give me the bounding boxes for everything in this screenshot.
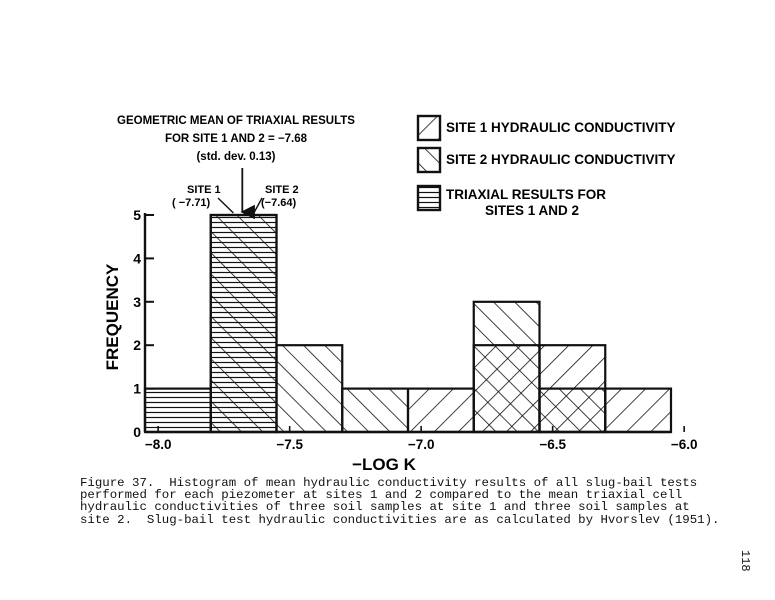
x-tick-label: −8.0 (144, 437, 172, 452)
figure-caption (80, 476, 720, 527)
legend-label: SITES 1 AND 2 (485, 203, 580, 218)
y-tick-label: 2 (133, 337, 141, 354)
marker-label: SITE 2 (265, 184, 299, 196)
marker-pointer (218, 198, 233, 213)
bar-horizontal-lines (145, 389, 211, 432)
annotation-line: (std. dev. 0.13) (196, 151, 276, 163)
chart-axes (103, 207, 697, 474)
legend-swatch-horizontal-lines (418, 186, 440, 210)
bar-hatch-back (277, 345, 343, 432)
caption-line: hydraulic conductivities of three soil samples at site 1 and three soil samples at (80, 500, 690, 515)
x-tick-label: −6.0 (670, 437, 698, 452)
chart-legend (418, 116, 676, 218)
x-axis-title: −LOG K (352, 455, 416, 474)
bar-hatch-forward (540, 345, 606, 432)
bar-hatch-forward (605, 389, 671, 432)
marker-value: (−7.64) (261, 197, 297, 209)
y-axis-title: FREQUENCY (103, 263, 122, 371)
caption-line: site 2. Slug-bail test hydraulic conductivities are as calculated by Hvorslev (1951). (80, 512, 720, 527)
legend-label: SITE 1 HYDRAULIC CONDUCTIVITY (446, 120, 676, 135)
y-tick-label: 0 (133, 424, 141, 440)
annotation-line: FOR SITE 1 AND 2 = −7.68 (164, 133, 308, 145)
bar-hatch-forward (474, 345, 540, 432)
legend-swatch-hatch-forward (418, 116, 440, 140)
legend-swatch-hatch-back (418, 148, 440, 172)
caption-line: Figure 37. Histogram of mean hydraulic conductivity results of all slug-bail tests (80, 476, 698, 490)
marker-label: SITE 1 (187, 184, 221, 196)
annotation-line: GEOMETRIC MEAN OF TRIAXIAL RESULTS (117, 115, 355, 127)
legend-label: TRIAXIAL RESULTS FOR (446, 187, 607, 202)
bar-horizontal-lines (211, 215, 277, 432)
y-tick-label: 5 (133, 207, 141, 223)
bar-hatch-forward (408, 389, 474, 432)
y-tick-label: 3 (133, 293, 141, 310)
legend-label: SITE 2 HYDRAULIC CONDUCTIVITY (446, 152, 676, 167)
bar-hatch-back (342, 389, 408, 432)
y-tick-label: 4 (133, 250, 141, 267)
x-tick-label: −6.5 (539, 437, 566, 452)
marker-value: ( −7.71) (172, 197, 211, 209)
caption-line: performed for each piezometer at sites 1 and 2 compared to the mean triaxial cell (80, 488, 683, 503)
x-tick-label: −7.5 (276, 437, 303, 452)
y-tick-label: 1 (133, 380, 141, 397)
x-tick-label: −7.0 (407, 437, 435, 452)
histogram-bars (145, 215, 671, 432)
page-number: 118 (738, 550, 752, 572)
chart-annotation (117, 115, 355, 213)
